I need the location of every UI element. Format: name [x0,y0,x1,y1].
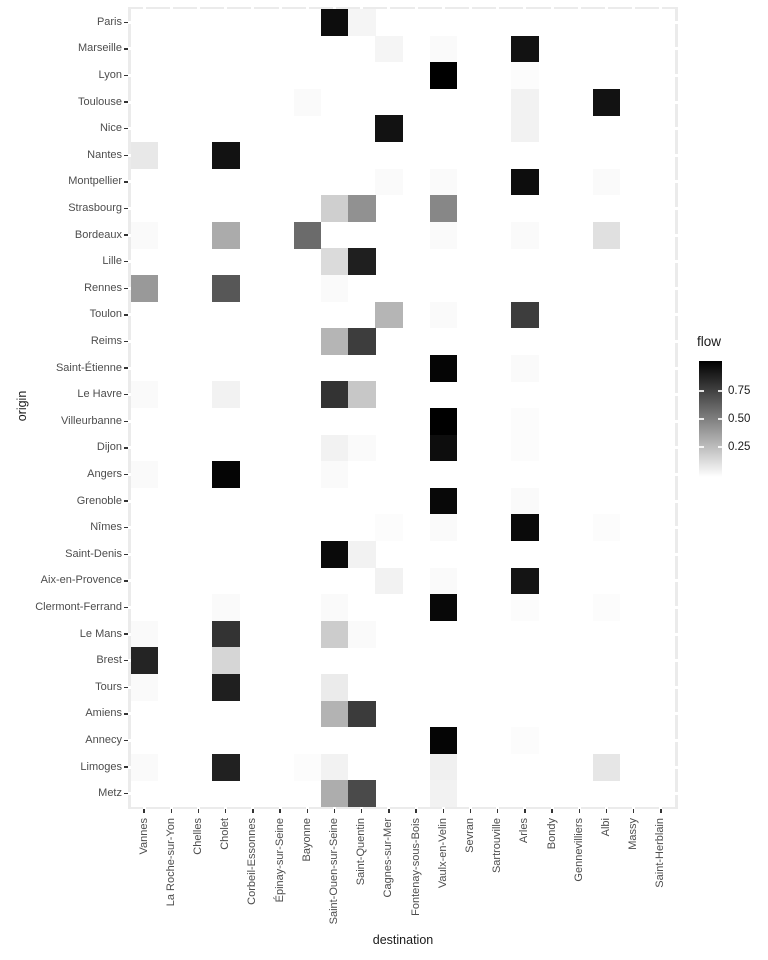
panel-grid-notch [496,7,499,10]
panel-grid-notch [128,606,131,609]
panel-grid-notch [128,367,131,370]
x-tick-mark [143,809,145,813]
heatmap-tile [212,647,240,674]
heatmap-tile [321,621,349,648]
heatmap-tile [430,169,458,196]
panel-grid-notch [143,7,146,10]
heatmap-tile [430,408,458,435]
heatmap-tile [131,621,159,648]
panel-grid-notch [279,7,282,10]
heatmap-tile [321,328,349,355]
x-tick-mark [388,809,390,813]
heatmap-tile [430,780,458,807]
heatmap-tile [375,115,403,142]
panel-grid-notch [675,340,679,343]
x-tick-label: Bondy [545,818,558,850]
heatmap-tile [511,62,539,89]
panel-grid-notch [387,7,390,10]
heatmap-tile [511,36,539,63]
panel-grid-notch [128,313,131,316]
x-tick-mark [252,809,254,813]
heatmap-tile [321,541,349,568]
panel-grid-notch [605,7,608,10]
heatmap-tile [348,328,376,355]
heatmap-tile [430,62,458,89]
y-tick-mark [124,421,128,423]
heatmap-tile [294,754,322,781]
y-tick-label: Bordeaux [74,228,122,241]
heatmap-tile [511,594,539,621]
heatmap-tile [511,408,539,435]
heatmap-tile [131,222,159,249]
y-tick-mark [124,234,128,236]
y-tick-mark [124,22,128,24]
heatmap-tile [375,514,403,541]
heatmap-tile [430,435,458,462]
x-tick-mark [579,809,581,813]
legend-tick-mark [718,446,723,448]
y-tick-mark [124,766,128,768]
heatmap-tile [375,302,403,329]
heatmap-tile [430,355,458,382]
y-tick-label: Lille [102,255,122,268]
y-tick-mark [124,288,128,290]
y-tick-label: Brest [96,654,122,667]
panel-grid-notch [659,7,662,10]
heatmap-tile [212,621,240,648]
heatmap-tile [131,647,159,674]
heatmap-tile [511,568,539,595]
y-tick-mark [124,580,128,582]
heatmap-tile [375,568,403,595]
y-tick-label: Rennes [84,281,122,294]
panel-grid-notch [675,21,679,24]
panel-grid-notch [128,21,131,24]
x-tick-label: Massy [627,818,640,850]
x-tick-mark [334,809,336,813]
heatmap-tile [348,701,376,728]
panel-grid-notch [675,420,679,423]
x-tick-label: Cagnes-sur-Mer [382,818,395,898]
heatmap-tile [348,248,376,275]
x-tick-mark [443,809,445,813]
heatmap-tile [348,780,376,807]
heatmap-tile [511,488,539,515]
heatmap-tile [511,169,539,196]
heatmap-tile [511,222,539,249]
panel-grid-notch [128,180,131,183]
y-tick-mark [124,687,128,689]
panel-grid-notch [675,712,679,715]
panel-grid-notch [675,500,679,503]
panel-grid-notch [128,446,131,449]
heatmap-tile [593,222,621,249]
panel-grid-notch [632,7,635,10]
heatmap-tile [430,594,458,621]
panel-grid-notch [128,579,131,582]
x-tick-mark [171,809,173,813]
panel-grid-notch [675,553,679,556]
panel-grid-notch [128,500,131,503]
heatmap-tile [511,435,539,462]
legend-tick-mark [699,418,704,420]
panel-grid-notch [128,260,131,263]
y-tick-mark [124,261,128,263]
panel-grid-notch [675,154,679,157]
x-tick-label: Albi [600,818,612,837]
panel-grid-notch [551,7,554,10]
y-tick-mark [124,155,128,157]
heatmap-tile [131,461,159,488]
x-tick-label: Saint-Ouen-sur-Seine [328,818,340,925]
heatmap-tile [321,9,349,36]
heatmap-tile [321,381,349,408]
legend-tick-mark [718,418,723,420]
panel-grid-notch [675,446,679,449]
y-tick-label: Marseille [77,42,122,55]
heatmap-tile [321,275,349,302]
heatmap-tile [430,302,458,329]
heatmap-tile [511,302,539,329]
heatmap-tile [212,142,240,169]
y-tick-label: Grenoble [76,494,122,507]
x-tick-label: Gennevilliers [572,818,585,882]
y-tick-label: Saint-Denis [65,547,122,560]
panel-grid-notch [128,101,131,104]
heatmap-tile [593,514,621,541]
panel-grid-notch [675,74,679,77]
panel-grid-notch [675,101,679,104]
panel-grid-notch [128,207,131,210]
x-tick-label: Corbeil-Essonnes [246,818,259,905]
y-tick-mark [124,660,128,662]
panel-grid-notch [675,606,679,609]
x-tick-label: Bayonne [300,818,313,862]
y-tick-label: Clermont-Ferrand [35,601,122,613]
legend-title: flow [697,334,722,349]
y-tick-label: Toulon [89,308,122,321]
panel-grid-notch [469,7,472,10]
panel-grid-notch [578,7,581,10]
y-tick-label: Aix-en-Provence [40,574,122,587]
panel-grid-notch [251,7,254,10]
panel-grid-notch [675,393,679,396]
panel-grid-notch [675,234,679,237]
panel-grid-notch [128,526,131,529]
heatmap-tile [212,461,240,488]
panel-grid-notch [128,74,131,77]
x-tick-label: Saint-Quentin [355,818,368,886]
y-tick-mark [124,181,128,183]
heatmap-tile [375,169,403,196]
y-tick-mark [124,341,128,343]
heatmap-tile [131,381,159,408]
panel-grid-notch [224,7,227,10]
heatmap-tile [321,780,349,807]
x-tick-mark [361,809,363,813]
x-tick-mark [660,809,662,813]
heatmap-tile [430,36,458,63]
heatmap-tile [593,169,621,196]
x-tick-mark [198,809,200,813]
panel-grid-notch [675,207,679,210]
y-tick-mark [124,394,128,396]
heatmap-tile [212,381,240,408]
panel-grid-notch [675,686,679,689]
y-tick-mark [124,474,128,476]
y-tick-mark [124,75,128,77]
panel-grid-notch [128,127,131,130]
legend-tick-mark [699,390,704,392]
y-tick-label: Le Havre [77,388,122,401]
y-tick-label: Le Mans [79,627,122,640]
y-tick-label: Reims [90,335,122,347]
y-tick-label: Toulouse [77,95,122,108]
heatmap-tile [131,754,159,781]
panel-grid-notch [675,180,679,183]
panel-grid-notch [675,633,679,636]
heatmap-tile [348,435,376,462]
heatmap-tile [321,701,349,728]
legend-tick-mark [718,390,723,392]
heatmap-tile [321,435,349,462]
y-tick-label: Tours [95,680,122,693]
y-tick-label: Dijon [96,441,122,454]
y-tick-label: Saint-Étienne [55,361,122,374]
x-tick-label: Épinay-sur-Seine [273,818,286,903]
y-tick-label: Limoges [80,760,122,773]
heatmap-tile [348,381,376,408]
heatmap-tile [294,89,322,116]
heatmap-tile [321,248,349,275]
panel-grid-notch [128,47,131,50]
heatmap-tile [212,275,240,302]
heatmap-tile [511,115,539,142]
x-tick-mark [524,809,526,813]
y-tick-label: Annecy [85,734,122,746]
y-tick-mark [124,607,128,609]
y-tick-label: Strasbourg [68,202,122,214]
x-tick-mark [633,809,635,813]
panel-grid-notch [170,7,173,10]
y-tick-mark [124,208,128,210]
y-tick-label: Nîmes [90,521,122,534]
heatmap-tile [131,275,159,302]
heatmap-tile [321,594,349,621]
y-tick-label: Metz [98,787,122,800]
heatmap-tile [593,594,621,621]
x-tick-label: Chelles [192,818,204,855]
panel-grid-notch [128,340,131,343]
x-tick-label: Fontenay-sous-Bois [409,818,422,916]
heatmap-tile [321,195,349,222]
heatmap-tile [348,541,376,568]
legend-tick-mark [699,446,704,448]
heatmap-tile [321,754,349,781]
x-tick-mark [307,809,309,813]
y-tick-mark [124,740,128,742]
heatmap-tile [348,195,376,222]
heatmap-tile [430,222,458,249]
y-tick-label: Paris [96,15,122,28]
heatmap-tile [321,461,349,488]
panel-grid-notch [415,7,418,10]
y-tick-mark [124,633,128,635]
panel-grid-notch [128,420,131,423]
panel-grid-notch [675,579,679,582]
x-tick-mark [470,809,472,813]
y-tick-mark [124,314,128,316]
x-tick-label: Vannes [137,818,150,855]
panel-grid-notch [128,792,131,795]
x-axis-title: destination [372,933,434,947]
heatmap-tile [131,142,159,169]
y-tick-mark [124,713,128,715]
panel-grid-notch [675,313,679,316]
legend-tick-label: 0.25 [728,440,751,453]
y-tick-mark [124,128,128,130]
panel-grid-notch [675,659,679,662]
heatmap-tile [321,674,349,701]
heatmap-tile [511,89,539,116]
panel-grid-notch [197,7,200,10]
panel-grid-notch [306,7,309,10]
heatmap-tile [375,36,403,63]
panel-grid-notch [675,287,679,290]
panel-grid-notch [675,766,679,769]
heatmap-tile [430,568,458,595]
heatmap-tile [294,222,322,249]
heatmap-tile [212,674,240,701]
x-tick-label: Arles [518,818,531,844]
panel-grid-notch [128,553,131,556]
y-tick-mark [124,101,128,103]
legend-tick-label: 0.75 [728,385,751,398]
heatmap-tile [348,9,376,36]
y-tick-mark [124,554,128,556]
x-tick-mark [225,809,227,813]
panel-grid-notch [675,367,679,370]
heatmap-tile [430,488,458,515]
x-tick-label: Sevran [464,818,476,853]
x-tick-label: Vaulx-en-Velin [436,818,449,889]
panel-grid-notch [675,792,679,795]
heatmap-tile [212,754,240,781]
heatmap-tile [430,727,458,754]
heatmap-tile [430,195,458,222]
legend-tick-label: 0.50 [728,413,751,425]
y-tick-mark [124,527,128,529]
panel-grid-notch [128,712,131,715]
x-tick-mark [606,809,608,813]
heatmap-tile [511,727,539,754]
y-tick-mark [124,367,128,369]
panel-grid-notch [128,739,131,742]
heatmap-tile [212,594,240,621]
heatmap-tile [348,621,376,648]
x-tick-label: Cholet [219,818,232,850]
heatmap-tile [511,514,539,541]
heatmap-tile [593,754,621,781]
x-tick-mark [279,809,281,813]
heatmap-tile [131,674,159,701]
x-tick-mark [497,809,499,813]
y-tick-mark [124,48,128,50]
y-axis-title: origin [15,390,29,422]
panel-grid-notch [675,260,679,263]
y-tick-label: Villeurbanne [61,414,122,427]
panel-grid-notch [675,47,679,50]
heatmap-tile [593,89,621,116]
panel-grid-notch [675,473,679,476]
heatmap-tile [511,355,539,382]
panel-grid-notch [442,7,445,10]
heatmap-tile [430,754,458,781]
x-tick-label: Saint-Herblain [654,818,667,888]
panel-grid-notch [675,739,679,742]
y-tick-label: Nice [99,122,122,135]
y-tick-label: Lyon [98,69,122,81]
y-tick-label: Angers [87,468,122,480]
heatmap-tile [430,514,458,541]
y-tick-label: Montpellier [68,175,122,188]
panel-grid-notch [675,526,679,529]
y-tick-label: Amiens [85,707,122,720]
x-tick-label: La Roche-sur-Yon [164,818,177,907]
heatmap-tile [212,222,240,249]
y-tick-mark [124,500,128,502]
x-tick-label: Sartrouville [491,818,504,874]
panel-grid-notch [523,7,526,10]
x-tick-mark [415,809,417,813]
panel-grid-notch [675,127,679,130]
y-tick-mark [124,793,128,795]
x-tick-mark [551,809,553,813]
y-tick-mark [124,447,128,449]
y-tick-label: Nantes [87,148,122,161]
